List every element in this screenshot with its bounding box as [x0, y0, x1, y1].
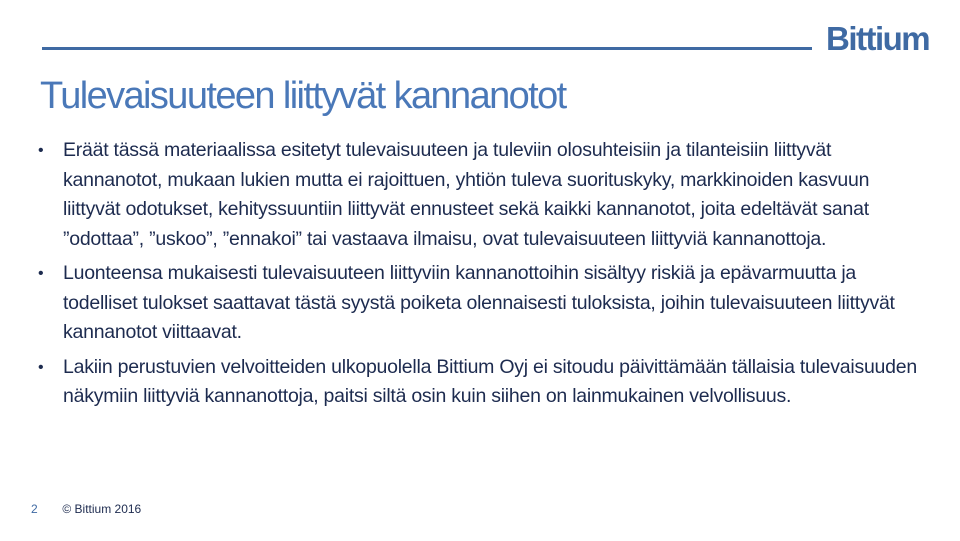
bullet-text-3: Lakiin perustuvien velvoitteiden ulkopuolella Bittium Oyj ei sitoudu päivittämään tällaisia tulevaisuuden näkymiin liittyviä kannanottoja, paitsi siltä osin kuin siihen on lainmukainen velvollisuus.	[63, 355, 917, 407]
bullet-dot-icon: •	[38, 358, 44, 376]
bittium-logo: Bittium	[826, 20, 930, 57]
bullet-item-1	[36, 136, 926, 254]
page-number: 2	[31, 502, 38, 516]
bullet-list	[36, 136, 926, 412]
bullet-text-2: Luonteensa mukaisesti tulevaisuuteen liittyviin kannanottoihin sisältyy riskiä ja epävarmuutta ja todelliset tulokset saattavat tästä syystä poiketa olennaisesti tuloksista, joihin tulevaisuuteen liittyvät kannanotot viittaavat.	[63, 262, 895, 343]
slide-title: Tulevaisuuteen liittyvät kannanotot	[40, 75, 566, 117]
bullet-item-2	[36, 259, 926, 348]
slide-footer	[31, 502, 141, 516]
bullet-dot-icon: •	[38, 265, 44, 282]
bullet-item-3	[36, 353, 926, 412]
header-divider	[42, 47, 812, 50]
bullet-text-1: Eräät tässä materiaalissa esitetyt tulevaisuuteen ja tuleviin olosuhteisiin ja tilanteisiin liittyvät kannanotot, mukaan lukien mutta ei rajoittuen, yhtiön tuleva suorituskyky, markkinoiden kasvuun liittyvät odotukset, kehityssuuntiin liittyvät ennusteet sekä kaikki kannanotot, joita edeltävät sanat ”odottaa”, ”uskoo”, ”ennakoi” tai vastaava ilmaisu, ovat tulevaisuuteen liittyviä kannanottoja.	[63, 139, 870, 250]
copyright-text: © Bittium 2016	[62, 502, 142, 516]
bullet-dot-icon: •	[38, 142, 44, 159]
